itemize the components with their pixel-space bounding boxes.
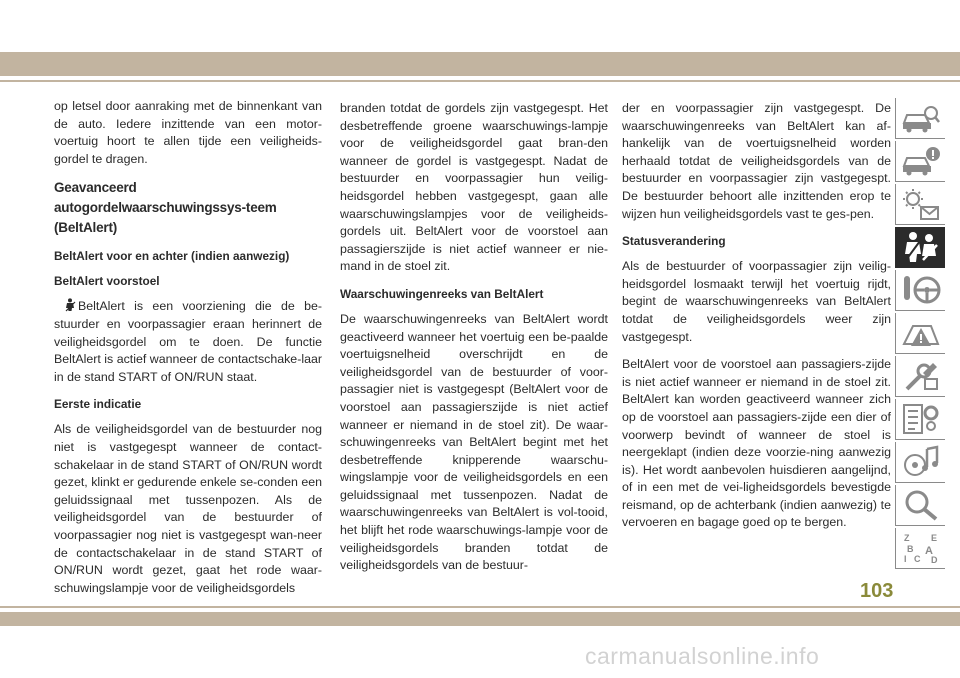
paragraph: BeltAlert voor de voorstoel aan passagiers-zijde is niet actief wanneer er niemand in de stoel zit. BeltAlert kan worden geactiveerd wanneer zich op de voorstoel aan passagiers-zijde een dier of voorwerp bevindt of wanneer de stoel is neergeklapt (indien deze voorzie-ning aanwezig is). Het wordt aanbevolen huisdieren aangelijnd, of in een met de vei-ligheidsgordels bevestigde reismand, op de achterbank (indien aanwezig) te vervoeren en bagage goed op te bergen.: [622, 357, 891, 530]
index-letter: E: [931, 533, 938, 543]
index-letter: A: [925, 545, 933, 557]
page-number: 103: [860, 580, 894, 602]
paragraph-with-icon: [54, 298, 322, 386]
bottom-decor-line: [0, 606, 960, 608]
paragraph-text: BeltAlert is een voorziening die de be-stuurder en voorpassagier eraan herinnert de veiligheidsgordel om te doen. De functie BeltAlert is actief wanneer de contactschake-laar in de stand START of ON/RUN staat.: [54, 299, 322, 384]
subheading: Waarschuwingenreeks van BeltAlert: [340, 286, 544, 301]
paragraph: De waarschuwingenreeks van BeltAlert wordt geactiveerd wanneer het voertuig een be-paalde voertuigsnelheid overschrijdt en de veiligheidsgordel van de bestuurder of voor-passagier niet is vastgegespt (BeltAlert voor de voorstoel aan passagierszijde is niet actief wanneer er niemand in de stoel zit). De waar-schuwingenreeks van BeltAlert begint met het desbetreffende knipperende waarschu-wingslampje voor de veiligheidsgordels en een geluidssignaal met tussenpozen. Nadat de waarschuwingenreeks van BeltAlert is vol-tooid, het blijft het rode waarschuwings-lampje voor de veiligheidsgordels branden totdat de veiligheidsgordels van de bestuur-: [340, 311, 608, 573]
index-letter: I: [904, 554, 907, 564]
index-letter: D: [931, 555, 938, 565]
paragraph: op letsel door aanraking met de binnenkant van de auto. Iedere inzittende van een motor-voertuig hoort te allen tijde een veiligheids-gordel te dragen.: [54, 99, 322, 166]
tab-safety[interactable]: [895, 227, 945, 268]
top-decor-band: [0, 52, 960, 76]
index-letter: C: [914, 554, 921, 564]
index-letter: B: [907, 544, 914, 554]
subheading: BeltAlert voorstoel: [54, 274, 160, 289]
top-decor-line: [0, 80, 960, 82]
tab-index[interactable]: [895, 528, 945, 569]
subheading: Statusverandering: [622, 234, 726, 249]
watermark: carmanualsonline.info: [585, 643, 820, 669]
language-index-icon: [901, 531, 941, 565]
tab-car-search[interactable]: [895, 98, 945, 139]
tab-multimedia[interactable]: [895, 442, 945, 483]
chapter-tabs: [895, 98, 945, 571]
bottom-decor-band: [0, 612, 960, 626]
subheading: BeltAlert voor en achter (indien aanwezig): [54, 249, 290, 264]
seatbelt-warning-icon: [64, 298, 78, 312]
column-left: [54, 98, 322, 597]
roadside-warning-icon: [901, 316, 941, 350]
column-right: [622, 100, 891, 532]
tab-warning-lights[interactable]: [895, 184, 945, 225]
column-middle: [340, 100, 608, 575]
safety-seatbelt-icon: [901, 230, 941, 264]
section-heading: Geavanceerd autogordelwaarschuwingssys-teem (BeltAlert): [54, 180, 277, 236]
car-search-icon: [901, 101, 941, 135]
tab-maintenance[interactable]: [895, 356, 945, 397]
paragraph: Als de bestuurder of voorpassagier zijn veilig-heidsgordel losmaakt terwijl het voertuig rijdt, begint de waarschuwingenreeks van BeltAlert totdat de veiligheidsgordels weer zijn vastgegespt.: [622, 259, 891, 344]
index-letter: Z: [904, 533, 910, 543]
car-info-icon: [901, 144, 941, 178]
subheading: Eerste indicatie: [54, 397, 142, 412]
steering-start-icon: [901, 273, 941, 307]
search-index-icon: [901, 488, 941, 522]
tab-starting-operating[interactable]: [895, 270, 945, 311]
paragraph: branden totdat de gordels zijn vastgegespt. Het desbetreffende groene waarschuwings-lampje voor de veiligheidsgordel gaat bran-den wanneer de gordel is vastgegespt. Nadat de bestuurder en voorpassagier hun veilig-heidsgordel hebben vastgegespt, gaan alle waarschuwingslampjes voor de veiligheids-gordels uit. BeltAlert voor de voorstoel aan passagierszijde is niet actief wanneer er nie-mand in de stoel zit.: [340, 101, 608, 274]
warning-lights-icon: [901, 187, 941, 221]
paragraph: Als de veiligheidsgordel van de bestuurder nog niet is vastgegespt wanneer de contact-schakelaar in de stand START of ON/RUN wordt gezet, klinkt er gedurende enkele se-conden een geluidssignaal met tussenpozen. Als de veiligheidsgordel van de bestuurder of voorpassagier nog niet is vastgegespt wan-neer de contactschakelaar in de stand START of ON/RUN wordt gezet, gaat het rode waar-schuwingslampje voor de veiligheidsgordels: [54, 422, 322, 595]
tab-car-info[interactable]: [895, 141, 945, 182]
specifications-checklist-icon: [901, 402, 941, 436]
tab-search[interactable]: [895, 485, 945, 526]
multimedia-icon: [901, 445, 941, 479]
paragraph: der en voorpassagier zijn vastgegespt. De waarschuwingenreeks van BeltAlert kan af-hankelijk van de voertuigsnelheid worden herhaald totdat de veiligheidsgordels van de bestuurder en voorpassagier zijn vastgegespt. De bestuurder behoort alle inzittenden erop te wijzen hun veiligheidsgordels vast te ges-pen.: [622, 101, 891, 221]
tab-specifications[interactable]: [895, 399, 945, 440]
maintenance-tools-icon: [901, 359, 941, 393]
tab-emergency[interactable]: [895, 313, 945, 354]
